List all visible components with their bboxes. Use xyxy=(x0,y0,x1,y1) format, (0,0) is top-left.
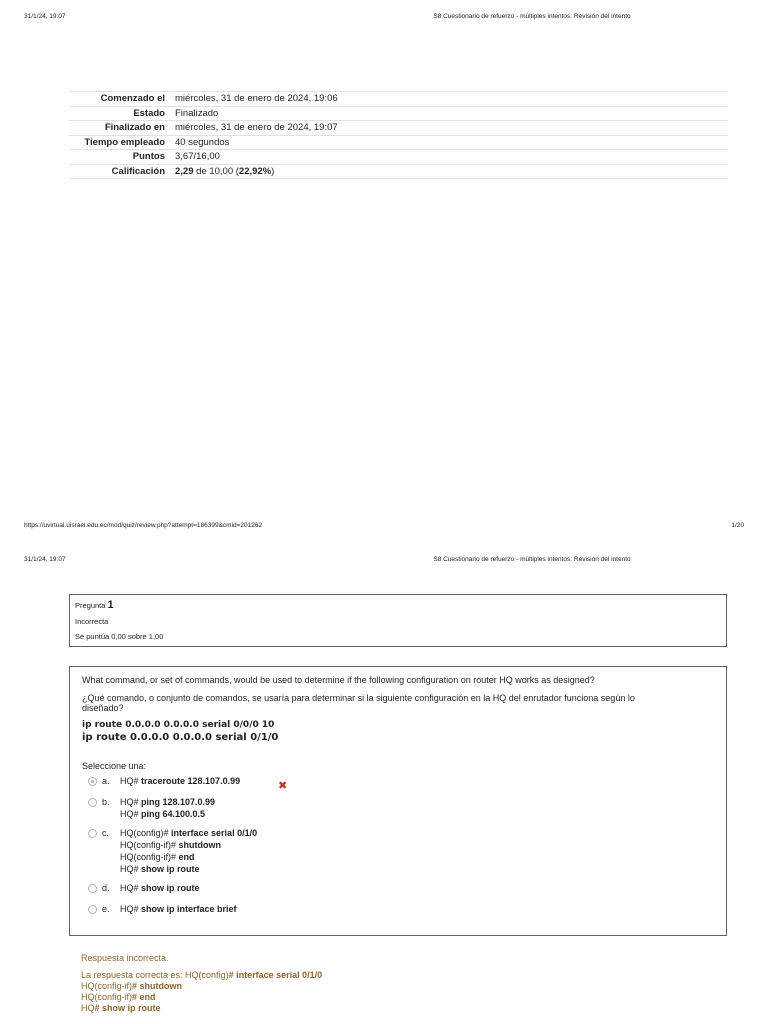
summary-row xyxy=(69,121,728,136)
grade-value xyxy=(171,164,728,179)
question-text-es-cont: diseñado? xyxy=(82,703,124,713)
print-title: S8 Cuestionario de refuerzo - múltiples intentos: Revisión del intento xyxy=(433,13,631,20)
summary-row xyxy=(69,150,728,165)
summary-value: Finalizado xyxy=(171,106,728,121)
question-content-box xyxy=(69,666,727,936)
radio-button[interactable] xyxy=(88,884,97,893)
print-timestamp: 31/1/24, 19:07 xyxy=(24,556,66,563)
summary-value: miércoles, 31 de enero de 2024, 19:07 xyxy=(171,121,728,136)
summary-label: Finalizado en xyxy=(69,121,171,136)
option-text: HQ# show ip interface brief xyxy=(120,904,237,914)
option-letter: b. xyxy=(102,797,110,807)
summary-row xyxy=(69,92,728,107)
incorrect-icon: ✖ xyxy=(278,780,288,792)
correct-answer: La respuesta correcta es: HQ(config)# interface serial 0/1/0 HQ(config-if)# shutdown HQ(config-if)# end HQ# show ip route xyxy=(81,970,323,1013)
question-number-value: 1 xyxy=(107,599,114,611)
question-text-en: What command, or set of commands, would be used to determine if the following configuration on router HQ works as designed? xyxy=(82,675,595,685)
summary-label: Estado xyxy=(69,106,171,121)
summary-row xyxy=(69,106,728,121)
grade-mid: de 10,00 ( xyxy=(193,165,239,177)
grade-percent: 22,92% xyxy=(238,165,272,177)
page-number: 1/20 xyxy=(731,522,744,529)
summary-label: Puntos xyxy=(69,150,171,165)
radio-button[interactable] xyxy=(88,829,97,838)
question-prefix: Pregunta xyxy=(75,601,108,610)
option-text: HQ# show ip route xyxy=(120,883,200,893)
summary-value: 40 segundos xyxy=(171,135,728,150)
summary-value: miércoles, 31 de enero de 2024, 19:06 xyxy=(171,92,728,107)
question-state: Incorrecta xyxy=(75,617,109,626)
summary-label: Comenzado el xyxy=(69,92,171,107)
config-line: ip route 0.0.0.0 0.0.0.0 serial 0/1/0 xyxy=(82,732,279,743)
summary-label: Tiempo empleado xyxy=(69,135,171,150)
attempt-summary-table xyxy=(69,91,728,179)
option-text: HQ(config)# interface serial 0/1/0 HQ(config-if)# shutdown HQ(config-if)# end HQ# show ip route xyxy=(120,828,258,874)
question-grade: Se puntúa 0,00 sobre 1,00 xyxy=(75,632,164,641)
question-number xyxy=(75,599,114,611)
question-info-box xyxy=(69,594,727,647)
summary-label: Calificación xyxy=(69,164,171,179)
radio-button[interactable] xyxy=(88,905,97,914)
config-line: ip route 0.0.0.0 0.0.0.0 serial 0/0/0 10 xyxy=(82,720,275,730)
summary-row xyxy=(69,135,728,150)
feedback-status: Respuesta incorrecta. xyxy=(81,953,169,963)
option-text: HQ# ping 128.107.0.99 HQ# ping 64.100.0.5 xyxy=(120,797,216,819)
option-text: HQ# traceroute 128.107.0.99 xyxy=(120,776,241,786)
option-letter: a. xyxy=(102,776,110,786)
summary-row xyxy=(69,164,728,179)
grade-end: ) xyxy=(271,165,275,177)
select-one-prompt: Seleccione una: xyxy=(82,761,147,771)
print-timestamp: 31/1/24, 19:07 xyxy=(24,13,66,20)
option-letter: e. xyxy=(102,904,110,914)
question-text-es: ¿Qué comando, o conjunto de comandos, se usaría para determinar si la siguiente configuración en la HQ del enrutador funciona según lo xyxy=(82,693,635,703)
print-title: S8 Cuestionario de refuerzo - múltiples intentos: Revisión del intento xyxy=(433,556,631,563)
radio-button[interactable] xyxy=(88,798,97,807)
option-letter: c. xyxy=(102,828,110,838)
grade-score: 2,29 xyxy=(175,165,194,177)
summary-value: 3,67/16,00 xyxy=(171,150,728,165)
radio-button[interactable] xyxy=(88,777,97,786)
page-url: https://uvirtual.uisrael.edu.ec/mod/quiz/review.php?attempt=186399&cmid=201262 xyxy=(24,522,263,529)
option-letter: d. xyxy=(102,883,110,893)
